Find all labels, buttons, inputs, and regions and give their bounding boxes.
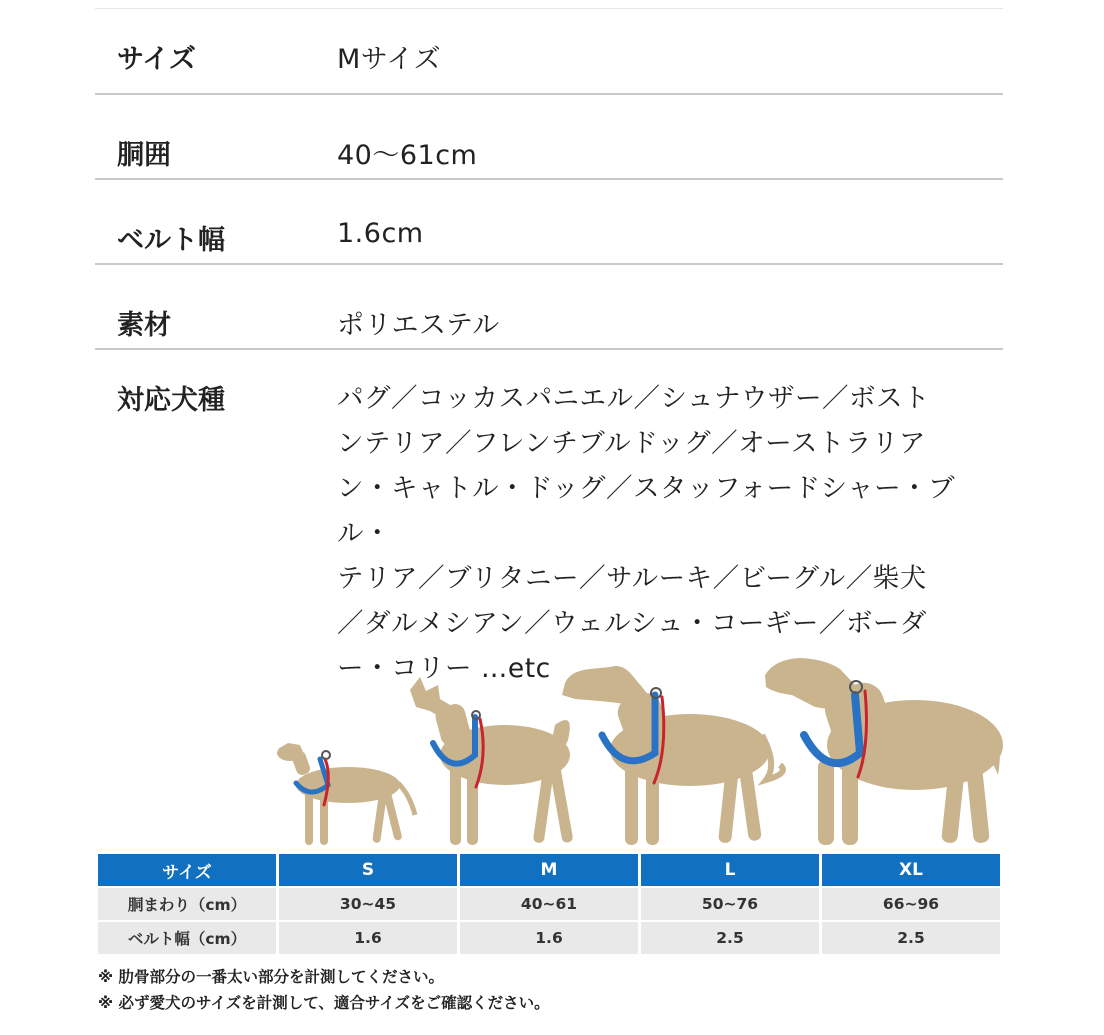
breed-line: ン・キャトル・ドッグ／スタッフォードシャー・ブル・ bbox=[337, 473, 956, 549]
spec-row-girth bbox=[95, 95, 1003, 180]
breed-list bbox=[337, 350, 1002, 684]
spec-label: ベルト幅 bbox=[117, 225, 225, 256]
row-label: ベルト幅（cm） bbox=[98, 922, 276, 954]
dog-xl-illustration bbox=[765, 658, 1003, 845]
dog-s-illustration bbox=[277, 743, 415, 845]
spec-value: ポリエステル bbox=[337, 310, 500, 341]
breed-line: ンテリア／フレンチブルドッグ／オーストラリア bbox=[337, 428, 926, 459]
size-header-m: M bbox=[460, 854, 638, 886]
spec-label: 胴囲 bbox=[117, 140, 171, 171]
spec-table bbox=[95, 8, 1003, 684]
spec-label: サイズ bbox=[117, 44, 196, 75]
table-cell: 40~61 bbox=[460, 888, 638, 920]
dog-size-illustration bbox=[270, 655, 1005, 855]
table-cell: 50~76 bbox=[641, 888, 819, 920]
table-cell: 2.5 bbox=[641, 922, 819, 954]
spec-row-material bbox=[95, 265, 1003, 350]
dog-m-illustration bbox=[410, 677, 574, 845]
spec-row-belt-width bbox=[95, 180, 1003, 265]
table-row bbox=[98, 922, 1000, 954]
table-row bbox=[98, 888, 1000, 920]
row-label: 胴まわり（cm） bbox=[98, 888, 276, 920]
size-header-xl: XL bbox=[822, 854, 1000, 886]
breed-line: ー・コリー …etc bbox=[337, 653, 551, 684]
spec-label: 素材 bbox=[117, 310, 171, 341]
breed-line: テリア／ブリタニー／サルーキ／ビーグル／柴犬 bbox=[337, 563, 927, 594]
breed-line: ／ダルメシアン／ウェルシュ・コーギー／ボーダ bbox=[337, 608, 927, 639]
spec-row-size bbox=[95, 9, 1003, 95]
spec-row-breeds bbox=[95, 350, 1003, 684]
table-cell: 1.6 bbox=[279, 922, 457, 954]
spec-value: 1.6cm bbox=[337, 218, 424, 249]
size-header-s: S bbox=[279, 854, 457, 886]
table-cell: 2.5 bbox=[822, 922, 1000, 954]
table-cell: 66~96 bbox=[822, 888, 1000, 920]
size-header-l: L bbox=[641, 854, 819, 886]
spec-label: 対応犬種 bbox=[117, 385, 225, 416]
size-chart-header-row bbox=[98, 854, 1000, 886]
note-line: ※ 必ず愛犬のサイズを計測して、適合サイズをご確認ください。 bbox=[98, 994, 550, 1012]
note-line: ※ 肋骨部分の一番太い部分を計測してください。 bbox=[98, 968, 444, 986]
size-chart-table bbox=[95, 852, 1003, 956]
dog-l-illustration bbox=[562, 666, 783, 845]
breed-line: パグ／コッカスパニエル／シュナウザー／ボスト bbox=[337, 383, 930, 414]
table-cell: 1.6 bbox=[460, 922, 638, 954]
size-header-label: サイズ bbox=[98, 854, 276, 886]
table-cell: 30~45 bbox=[279, 888, 457, 920]
notes bbox=[98, 964, 550, 1016]
spec-value: Mサイズ bbox=[337, 44, 442, 75]
spec-value: 40〜61cm bbox=[337, 140, 478, 171]
